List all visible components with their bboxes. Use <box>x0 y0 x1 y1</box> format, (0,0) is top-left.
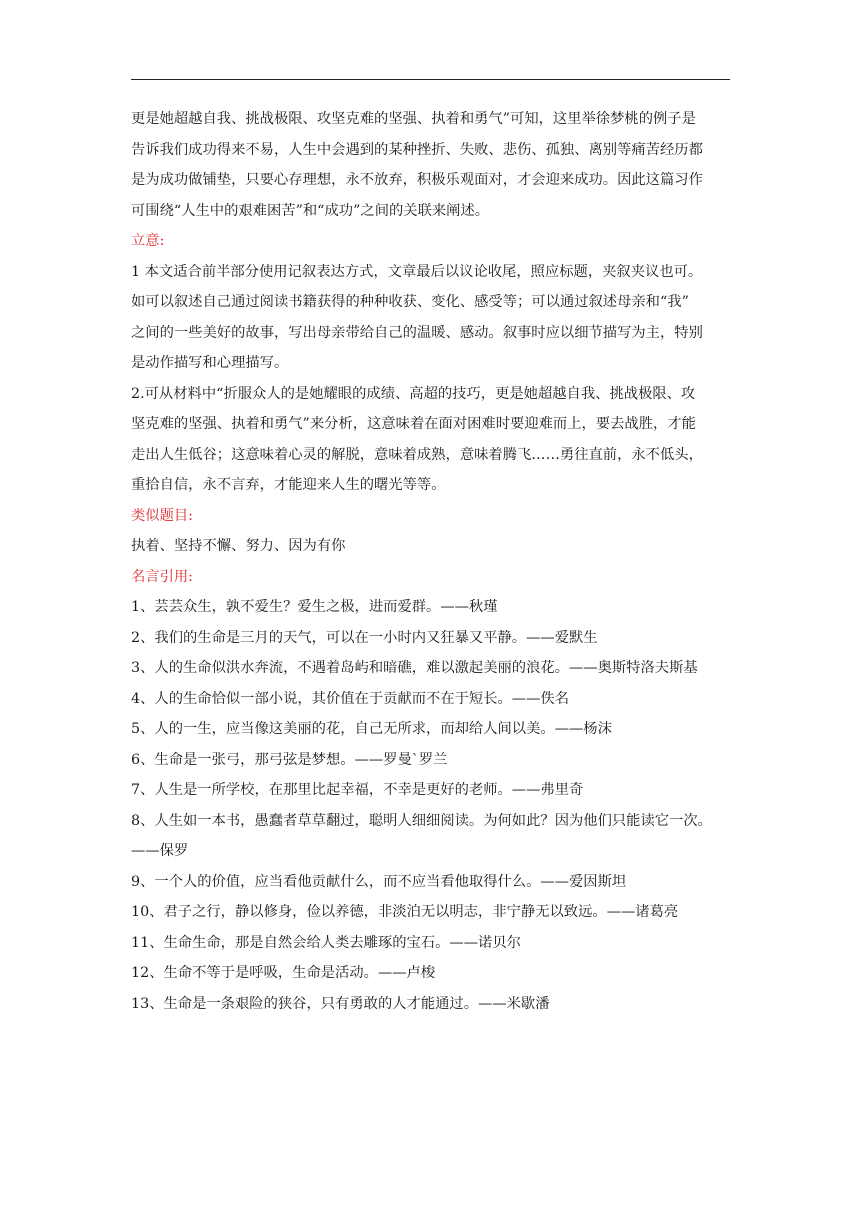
text-line: 坚克难的坚强、执着和勇气”来分析，这意味着在面对困难时要迎难而上，要去战胜，才能 <box>131 416 696 432</box>
quote-line: 8、人生如一本书，愚蠢者草草翻过，聪明人细细阅读。为何如此？因为他们只能读它一次。 <box>131 812 712 829</box>
text-line: 更是她超越自我、挑战极限、攻坚克难的坚强、执着和勇气”可知，这里举徐梦桃的例子是 <box>131 111 696 127</box>
quote-line: 10、君子之行，静以修身，俭以养德，非淡泊无以明志，非宁静无以致远。——诸葛亮 <box>131 904 679 920</box>
header-rule <box>131 79 730 80</box>
text-line: 2.可从材料中“折服众人的是她耀眼的成绩、高超的技巧，更是她超越自我、挑战极限、攻 <box>131 385 696 402</box>
text-line: 执着、坚持不懈、努力、因为有你 <box>131 538 346 554</box>
liyi-section <box>131 257 736 501</box>
text-line: 重拾自信，永不言弃，才能迎来人生的曙光等等。 <box>131 477 446 493</box>
quote-line: 11、生命生命，那是自然会给人类去雕琢的宝石。——诺贝尔 <box>131 934 521 951</box>
section-heading-liyi: 立意: <box>131 233 165 249</box>
quote-line: 7、人生是一所学校，在那里比起幸福，不幸是更好的老师。——弗里奇 <box>131 782 584 798</box>
quote-line: 4、人的生命恰似一部小说，其价值在于贡献而不在于短长。——佚名 <box>131 690 569 707</box>
quote-line: 9、一个人的价值，应当看他贡献什么，而不应当看他取得什么。——爱因斯坦 <box>131 873 627 890</box>
text-line: 如可以叙述自己通过阅读书籍获得的种种收获、变化、感受等；可以通过叙述母亲和“我” <box>131 294 689 310</box>
text-line: 是动作描写和心理描写。 <box>131 355 289 371</box>
quote-line: 1、芸芸众生，孰不爱生？爱生之极，进而爱群。——秋瑾 <box>131 599 498 615</box>
quote-line: ——保罗 <box>131 843 189 859</box>
quote-line: 13、生命是一条艰险的狭谷，只有勇敢的人才能通过。——米歇潘 <box>131 995 550 1012</box>
section-heading-quotes: 名言引用: <box>131 568 194 585</box>
similar-section <box>131 531 736 562</box>
quote-line: 2、我们的生命是三月的天气，可以在一小时内又狂暴又平静。——爱默生 <box>131 629 598 646</box>
quote-line: 6、生命是一张弓，那弓弦是梦想。——罗曼`罗兰 <box>131 751 448 768</box>
quotes-section <box>131 592 736 1019</box>
intro-paragraph <box>131 104 736 226</box>
quote-line: 12、生命不等于是呼吸，生命是活动。——卢梭 <box>131 965 436 981</box>
section-heading-similar: 类似题目: <box>131 507 194 524</box>
document-body <box>131 104 736 1019</box>
text-line: 1 本文适合前半部分使用记叙表达方式，文章最后以议论收尾，照应标题，夹叙夹议也可。 <box>131 263 703 280</box>
quote-line: 5、人的一生，应当像这美丽的花，自己无所求，而却给人间以美。——杨沫 <box>131 721 612 737</box>
text-line: 走出人生低谷；这意味着心灵的解脱，意味着成熟，意味着腾飞……勇往直前，永不低头， <box>131 446 703 463</box>
text-line: 是为成功做铺垫，只要心存理想，永不放弃，积极乐观面对，才会迎来成功。因此这篇习作 <box>131 172 703 188</box>
quote-line: 3、人的生命似洪水奔流，不遇着岛屿和暗礁，难以激起美丽的浪花。——奥斯特洛夫斯基 <box>131 660 698 676</box>
text-line: 告诉我们成功得来不易，人生中会遇到的某种挫折、失败、悲伤、孤独、离别等痛苦经历都 <box>131 141 703 158</box>
text-line: 可围绕“人生中的艰难困苦”和“成功”之间的关联来阐述。 <box>131 202 490 219</box>
text-line: 之间的一些美好的故事，写出母亲带给自己的温暖、感动。叙事时应以细节描写为主，特别 <box>131 324 703 341</box>
